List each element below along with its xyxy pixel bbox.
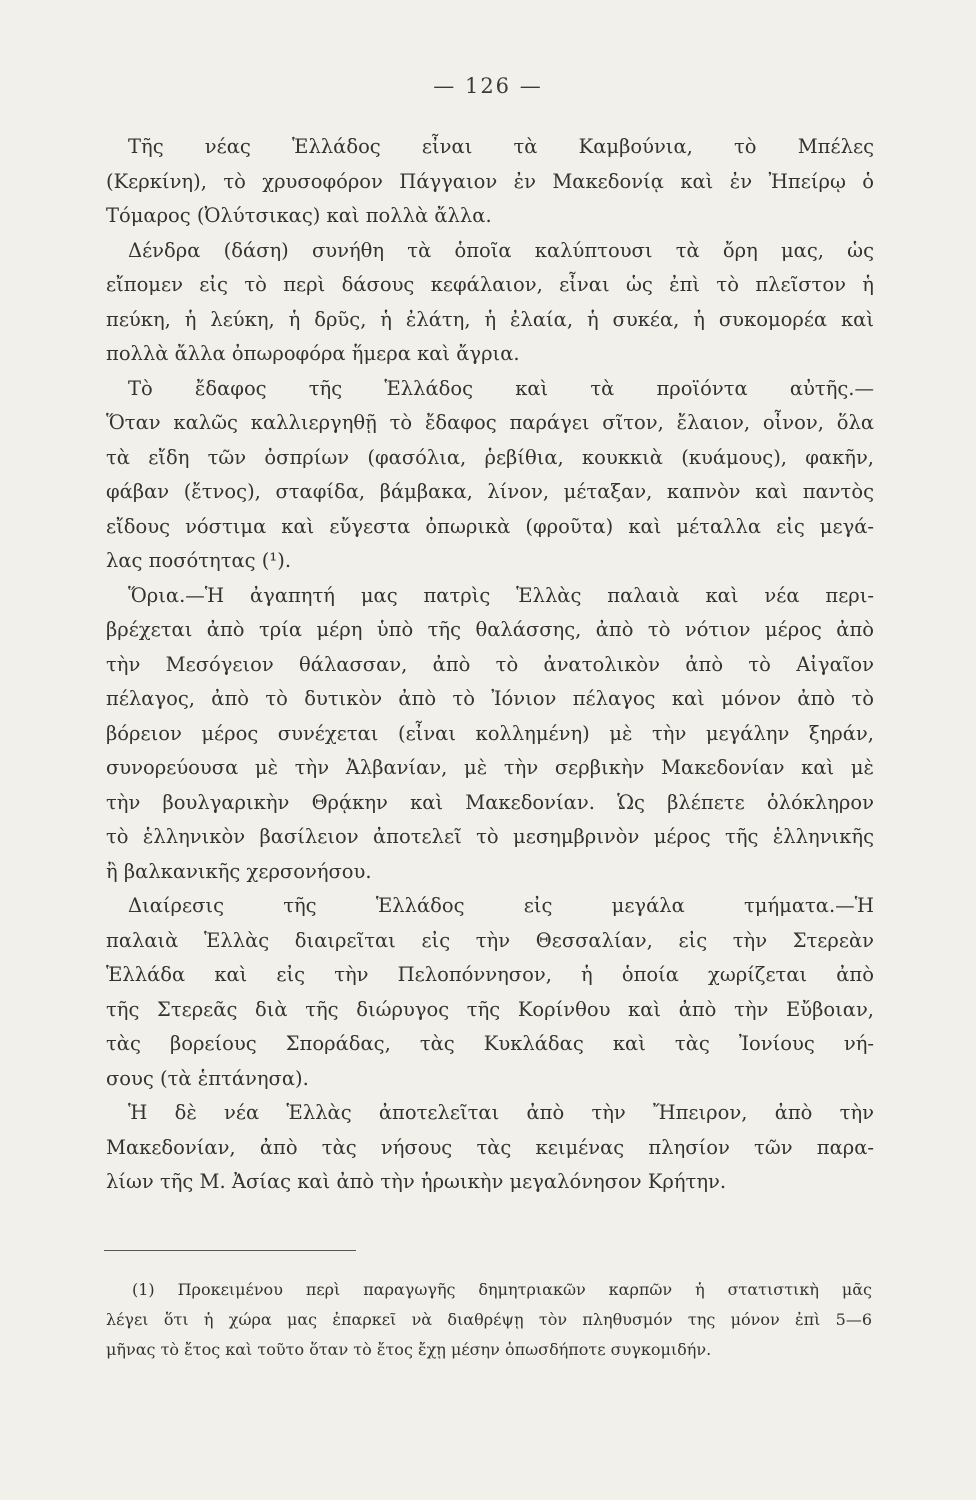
footnote-divider <box>104 1250 356 1251</box>
body-text <box>106 130 874 1200</box>
text-line: Τόμαρος (Ὀλύτσικας) καὶ πολλὰ ἄλλα. <box>106 204 492 227</box>
text-line: βρέχεται ἀπὸ τρία μέρη ὑπὸ τῆς θαλάσσης, ἀπὸ τὸ νότιον μέρος ἀπὸ <box>106 618 874 641</box>
text-line: τὴν Μεσόγειον θάλασσαν, ἀπὸ τὸ ἀνατολικὸν ἀπὸ τὸ Αἰγαῖον <box>106 652 874 676</box>
text-line: Τῆς νέας Ἑλλάδος εἶναι τὰ Καμβούνια, τὸ Μπέλες <box>128 135 874 158</box>
page-number: — 126 — <box>433 74 543 98</box>
text-line: (Κερκίνη), τὸ χρυσοφόρον Πάγγαιον ἐν Μακεδονίᾳ καὶ ἐν Ἠπείρῳ ὁ <box>106 169 874 193</box>
text-line: σους (τὰ ἑπτάνησα). <box>106 1066 309 1090</box>
text-line: ἢ βαλκανικῆς χερσονήσου. <box>106 859 372 883</box>
text-line: τὴν βουλγαρικὴν Θρᾴκην καὶ Μακεδονίαν. Ὡς βλέπετε ὁλόκληρον <box>106 790 874 814</box>
text-line: λας ποσότητας (¹). <box>106 549 292 572</box>
text-line: τὰς βορείους Σποράδας, τὰς Κυκλάδας καὶ τὰς Ἰονίους νή- <box>106 1032 874 1055</box>
text-line: συνορεύουσα μὲ τὴν Ἀλβανίαν, μὲ τὴν σερβικὴν Μακεδονίαν καὶ μὲ <box>106 756 874 779</box>
text-line: βόρειον μέρος συνέχεται (εἶναι κολλημένη) μὲ τὴν μεγάλην ξηράν, <box>106 721 874 745</box>
footnote-line: (1) Προκειμένου περὶ παραγωγῆς δημητριακῶν καρπῶν ἡ στατιστικὴ μᾶς <box>132 1280 872 1299</box>
text-line: παλαιὰ Ἑλλὰς διαιρεῖται εἰς τὴν Θεσσαλίαν, εἰς τὴν Στερεὰν <box>106 928 874 952</box>
text-line: τῆς Στερεᾶς διὰ τῆς διώρυγος τῆς Κορίνθου καὶ ἀπὸ τὴν Εὔβοιαν, <box>106 997 874 1021</box>
footnote-line: λέγει ὅτι ἡ χώρα μας ἐπαρκεῖ νὰ διαθρέψῃ τὸν πληθυσμόν της μόνον ἐπὶ 5—6 <box>106 1310 872 1329</box>
text-line: εἴπομεν εἰς τὸ περὶ δάσους κεφάλαιον, εἶναι ὡς ἐπὶ τὸ πλεῖστον ἡ <box>106 273 874 296</box>
text-line: πολλὰ ἄλλα ὀπωροφόρα ἥμερα καὶ ἄγρια. <box>106 342 520 365</box>
footnote-line: μῆνας τὸ ἔτος καὶ τοῦτο ὅταν τὸ ἔτος ἔχῃ μέσην ὁπωσδήποτε συγκομιδήν. <box>106 1340 712 1359</box>
text-line: πεύκη, ἡ λεύκη, ἡ δρῦς, ἡ ἐλάτη, ἡ ἐλαία, ἡ συκέα, ἡ συκομορέα καὶ <box>106 307 874 331</box>
text-line: Ἡ δὲ νέα Ἑλλὰς ἀποτελεῖται ἀπὸ τὴν Ἤπειρον, ἀπὸ τὴν <box>128 1101 874 1124</box>
text-line: λίων τῆς Μ. Ἀσίας καὶ ἀπὸ τὴν ἡρωικὴν μεγαλόνησον Κρήτην. <box>106 1170 727 1193</box>
text-line: Μακεδονίαν, ἀπὸ τὰς νήσους τὰς κειμένας πλησίον τῶν παρα- <box>106 1135 874 1159</box>
text-line: πέλαγος, ἀπὸ τὸ δυτικὸν ἀπὸ τὸ Ἰόνιον πέλαγος καὶ μόνον ἀπὸ τὸ <box>106 687 874 710</box>
text-line: τὰ εἴδη τῶν ὀσπρίων (φασόλια, ῥεβίθια, κουκκιὰ (κυάμους), φακῆν, <box>106 445 874 469</box>
text-line: τὸ ἑλληνικὸν βασίλειον ἀποτελεῖ τὸ μεσημβρινὸν μέρος τῆς ἑλληνικῆς <box>106 825 874 848</box>
text-line: Διαίρεσις τῆς Ἑλλάδος εἰς μεγάλα τμήματα.—Ἡ <box>128 894 874 917</box>
text-line: Δένδρα (δάση) συνήθη τὰ ὁποῖα καλύπτουσι τὰ ὄρη μας, ὡς <box>128 238 874 262</box>
footnote <box>106 1275 872 1365</box>
text-line: Ἑλλάδα καὶ εἰς τὴν Πελοπόννησον, ἡ ὁποία χωρίζεται ἀπὸ <box>106 963 874 986</box>
text-line: Τὸ ἔδαφος τῆς Ἑλλάδος καὶ τὰ προϊόντα αὐτῆς.— <box>128 376 874 400</box>
text-line: Ὅταν καλῶς καλλιεργηθῇ τὸ ἔδαφος παράγει σῖτον, ἔλαιον, οἶνον, ὅλα <box>106 411 874 434</box>
text-line: φάβαν (ἔτνος), σταφίδα, βάμβακα, λίνον, μέταξαν, καπνὸν καὶ παντὸς <box>106 480 874 503</box>
text-line: εἴδους νόστιμα καὶ εὔγεστα ὀπωρικὰ (φροῦτα) καὶ μέταλλα εἰς μεγά- <box>106 514 874 538</box>
text-line: Ὅρια.—Ἡ ἀγαπητή μας πατρὶς Ἑλλὰς παλαιὰ καὶ νέα περι- <box>128 583 874 607</box>
